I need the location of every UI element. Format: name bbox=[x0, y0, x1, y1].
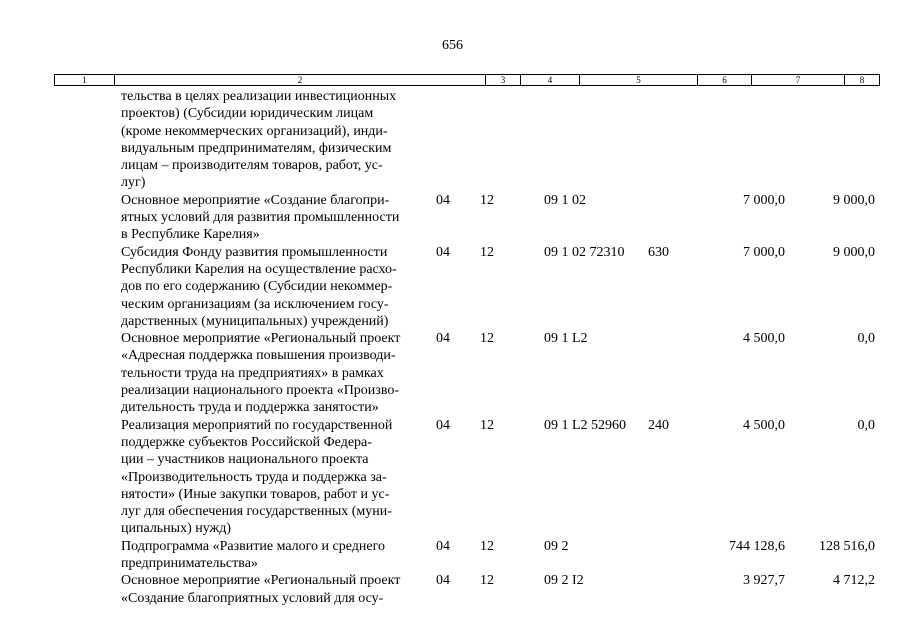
expense-type-code: 240 bbox=[648, 417, 669, 433]
section-code: 04 bbox=[436, 538, 450, 554]
amount-year-1: 3 927,7 bbox=[743, 573, 785, 589]
amount-year-2: 4 712,2 bbox=[833, 573, 875, 589]
table-row bbox=[0, 192, 905, 244]
row-name bbox=[121, 244, 431, 330]
page-number: 656 bbox=[442, 38, 463, 53]
row-name bbox=[121, 330, 431, 416]
row-name bbox=[121, 192, 431, 244]
target-article-code: 09 1 L2 52960 bbox=[544, 417, 627, 433]
target-article-code: 09 1 L2 bbox=[544, 331, 588, 347]
row-name bbox=[121, 538, 431, 573]
amount-year-1: 4 500,0 bbox=[743, 331, 785, 347]
amount-year-2: 9 000,0 bbox=[833, 192, 875, 208]
row-name-line: (кроме некоммерческих организаций), инди- bbox=[121, 123, 388, 139]
header-col-8: 8 bbox=[859, 75, 865, 85]
header-col-1: 1 bbox=[55, 75, 115, 85]
row-name-line: Основное мероприятие «Создание благопри- bbox=[121, 192, 390, 208]
row-name-line: ципальных) нужд) bbox=[121, 521, 232, 537]
row-name-line: тельства в целях реализации инвестиционных bbox=[121, 89, 397, 104]
row-name-line: дительность труда и поддержка занятости» bbox=[121, 400, 379, 416]
row-name-line: лицам – производителям товаров, работ, ус- bbox=[121, 158, 383, 174]
row-name-line: Подпрограмма «Развитие малого и среднего bbox=[121, 538, 386, 554]
row-name-line: Основное мероприятие «Региональный проект bbox=[121, 573, 401, 589]
row-name-line: Реализация мероприятий по государственной bbox=[121, 417, 393, 433]
section-code: 04 bbox=[436, 331, 450, 347]
table-row bbox=[0, 572, 905, 607]
table-row bbox=[0, 244, 905, 330]
header-col-4: 4 bbox=[521, 75, 580, 85]
row-name-line: дарственных (муниципальных) учреждений) bbox=[121, 313, 389, 329]
row-name-line: ции – участников национального проекта bbox=[121, 452, 369, 468]
row-name bbox=[121, 417, 431, 538]
row-name-line: реализации национального проекта «Произво- bbox=[121, 383, 400, 399]
subsection-code: 12 bbox=[480, 192, 494, 208]
header-col-6: 6 bbox=[698, 75, 752, 85]
table-row bbox=[0, 330, 905, 416]
target-article-code: 09 1 02 bbox=[544, 192, 586, 208]
row-name-line: в Республике Карелия» bbox=[121, 227, 260, 243]
table-row bbox=[0, 417, 905, 538]
header-col-5: 5 bbox=[580, 75, 698, 85]
row-name-line: Основное мероприятие «Региональный проект bbox=[121, 331, 401, 347]
row-name-line: поддержке субъектов Российской Федера- bbox=[121, 434, 372, 450]
target-article-code: 09 2 I2 bbox=[544, 573, 584, 589]
amount-year-1: 7 000,0 bbox=[743, 244, 785, 260]
section-code: 04 bbox=[436, 417, 450, 433]
row-name bbox=[121, 572, 431, 607]
section-code: 04 bbox=[436, 573, 450, 589]
amount-year-1: 7 000,0 bbox=[743, 192, 785, 208]
row-name-line: «Производительность труда и поддержка за- bbox=[121, 469, 387, 485]
header-col-3: 3 bbox=[486, 75, 521, 85]
row-name bbox=[121, 88, 431, 192]
expense-type-code: 630 bbox=[648, 244, 669, 260]
amount-year-2: 9 000,0 bbox=[833, 244, 875, 260]
target-article-code: 09 2 bbox=[544, 538, 569, 554]
subsection-code: 12 bbox=[480, 573, 494, 589]
row-name-line: дов по его содержанию (Субсидии некоммер- bbox=[121, 279, 393, 295]
subsection-code: 12 bbox=[480, 417, 494, 433]
target-article-code: 09 1 02 72310 bbox=[544, 244, 625, 260]
header-col-2: 2 bbox=[115, 75, 486, 85]
row-name-line: луг) bbox=[121, 175, 146, 191]
row-name-line: ятных условий для развития промышленности bbox=[121, 210, 400, 226]
row-name-line: луг для обеспечения государственных (муни- bbox=[121, 504, 392, 520]
row-name-line: Субсидия Фонду развития промышленности bbox=[121, 244, 388, 260]
amount-year-2: 0,0 bbox=[857, 331, 875, 347]
section-code: 04 bbox=[436, 244, 450, 260]
row-name-line: нятости» (Иные закупки товаров, работ и ус- bbox=[121, 486, 390, 502]
row-name-line: «Адресная поддержка повышения производи- bbox=[121, 348, 396, 364]
row-name-line: ческим организациям (за исключением госу- bbox=[121, 296, 389, 312]
row-name-line: тельности труда на предприятиях» в рамках bbox=[121, 365, 384, 381]
header-col-7: 7 bbox=[752, 75, 845, 85]
amount-year-2: 0,0 bbox=[857, 417, 875, 433]
amount-year-1: 4 500,0 bbox=[743, 417, 785, 433]
row-name-line: «Создание благоприятных условий для осу- bbox=[121, 590, 384, 606]
row-name-line: Республики Карелия на осуществление расхо- bbox=[121, 261, 397, 277]
subsection-code: 12 bbox=[480, 538, 494, 554]
row-name-line: проектов) (Субсидии юридическим лицам bbox=[121, 106, 374, 122]
subsection-code: 12 bbox=[480, 244, 494, 260]
section-code: 04 bbox=[436, 192, 450, 208]
table-row bbox=[0, 88, 905, 192]
subsection-code: 12 bbox=[480, 331, 494, 347]
row-name-line: видуальным предпринимателям, физическим bbox=[121, 140, 392, 156]
table-row bbox=[0, 538, 905, 573]
budget-table-body bbox=[0, 88, 905, 607]
row-name-line: предпринимательства» bbox=[121, 556, 258, 572]
column-number-header bbox=[54, 74, 880, 86]
amount-year-1: 744 128,6 bbox=[729, 538, 785, 554]
amount-year-2: 128 516,0 bbox=[819, 538, 875, 554]
